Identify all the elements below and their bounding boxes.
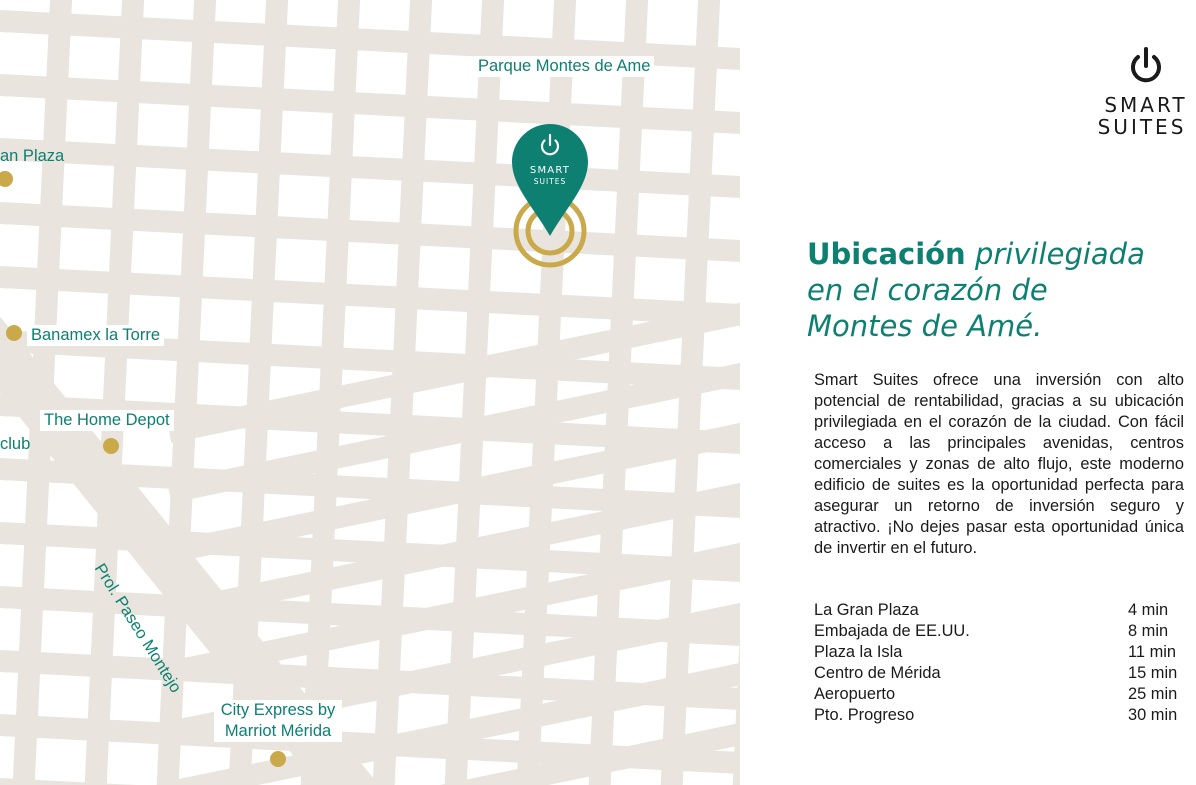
heading-italic: privilegiada — [974, 237, 1145, 271]
marker-brand-line1: SMART — [529, 165, 571, 176]
place-label-city-express[interactable]: City Express by Marriot Mérida — [214, 700, 342, 742]
heading-bold: Ubicación — [807, 237, 966, 271]
distance-row — [814, 621, 1174, 642]
distance-place: La Gran Plaza — [814, 601, 919, 619]
place-dot-city-express[interactable] — [270, 751, 286, 767]
distance-row — [814, 705, 1178, 726]
distance-list — [814, 600, 1178, 726]
logo-line2: SUITES — [1097, 115, 1187, 139]
distance-row — [814, 600, 1174, 621]
brand-logo — [1096, 46, 1196, 138]
distance-time: 25 min — [1128, 685, 1178, 703]
place-label-parque[interactable]: Parque Montes de Ame — [474, 56, 654, 77]
heading-line2: en el corazón de — [807, 273, 1048, 307]
road-label-paseo-montejo: Prol. Paseo Montejo — [90, 560, 185, 697]
distance-place: Aeropuerto — [814, 685, 896, 703]
section-heading — [807, 236, 1145, 344]
distance-place: Plaza la Isla — [814, 643, 903, 661]
distance-row — [814, 684, 1178, 705]
marker-brand-line2: SUITES — [533, 177, 567, 186]
distance-time: 8 min — [1128, 622, 1169, 640]
place-label-banamex[interactable]: Banamex la Torre — [27, 325, 164, 346]
distance-place: Embajada de EE.UU. — [814, 622, 970, 640]
location-marker[interactable] — [496, 118, 606, 278]
heading-line1 — [807, 236, 1145, 272]
distance-row — [814, 663, 1178, 684]
distance-time: 15 min — [1128, 664, 1178, 682]
place-label-club[interactable]: club — [0, 435, 31, 453]
logo-line1: SMART — [1104, 93, 1188, 117]
description-text: Smart Suites ofrece una inversión con alto potencial de rentabilidad, gracias a su ubicación privilegiada en el corazón de la ciudad. Con fácil acceso a las principales avenidas, centros comerciales y zonas de alto flujo, este moderno edificio de suites es la oportunidad perfecta para asegurar un retorno de inversión seguro y atractivo. ¡No dejes pasar esta oportunidad única de invertir en el futuro. — [814, 371, 1184, 557]
distance-row — [814, 642, 1174, 663]
place-dot-home-depot[interactable] — [103, 438, 119, 454]
distance-place: Pto. Progreso — [814, 706, 915, 724]
heading-line3: Montes de Amé. — [807, 309, 1043, 343]
street — [0, 84, 760, 124]
distance-time: 4 min — [1128, 601, 1169, 619]
power-icon — [1126, 46, 1166, 88]
distance-place: Centro de Mérida — [814, 664, 941, 682]
place-dot-banamex[interactable] — [6, 325, 22, 341]
place-label-gran-plaza[interactable]: an Plaza — [0, 147, 65, 165]
place-label-home-depot[interactable]: The Home Depot — [40, 410, 174, 431]
distance-time: 11 min — [1128, 643, 1176, 661]
distance-time: 30 min — [1128, 706, 1178, 724]
